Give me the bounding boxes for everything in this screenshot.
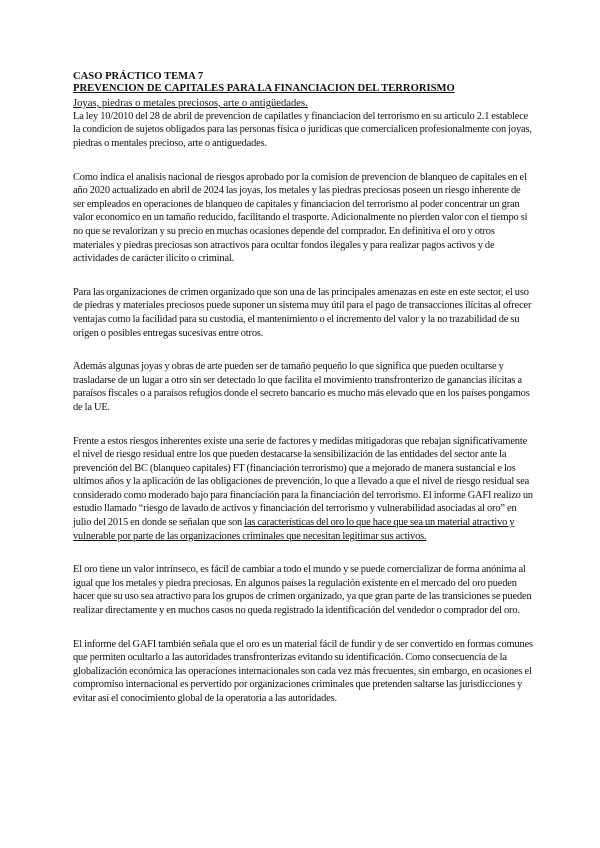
- paragraph-5-underlined-text: las características del oro lo que hace que sea un material atractivo y vulnerable por parte de las organizaciones criminales que necesitan legitimar sus activos.: [73, 517, 515, 542]
- document-subtitle: PREVENCION DE CAPITALES PARA LA FINANCIACION DEL TERRORISMO: [73, 83, 455, 95]
- paragraph-7: El informe del GAFI también señala que el oro es un material fácil de fundir y de ser convertido en formas comunes que permiten ocultarlo a las autoridades transfronterizas evitando su identificación. Como consecuencia de la globalización económica las operaciones internacionales son cada vez más frecuentes, sin embargo, en ocasiones el compromiso internacional es pervertido por organizaciones criminales que pretenden saltarse las jurisdicciones y evitar así el conocimiento global de la operatoria a las autoridades.: [73, 638, 533, 704]
- paragraph-1: La ley 10/2010 del 28 de abril de prevencion de capilatles y financiacion del terrorismo en su articulo 2.1 establece la condicion de sujetos obligados para las personas física o jurídicas que comercialicen profesionalmente con joyas, piedras o mentales precioso, arte o antiguedades.: [73, 110, 532, 149]
- paragraph-5: [73, 435, 533, 544]
- section-heading: Joyas, piedras o metales preciosos, arte o antigüedades.: [73, 97, 308, 109]
- paragraph-3: Para las organizaciones de crimen organizado que son una de las principales amenazas en este en este sector, el uso de piedras y materiales preciosos puede suponer un sistema muy útil para el pago de transacciones ilícitas al ofrecer ventajas como la facilidad para su custodia, el mantenimiento o el incremento del valor y la no trazabilidad de su origen o posibles entregas sucesivas entre otros.: [73, 286, 532, 339]
- paragraph-4: Además algunas joyas y obras de arte pueden ser de tamaño pequeño lo que significa que pueden ocultarse y trasladarse de un lugar a otro sin ser detectado lo que facilita el movimiento transfronterizo de ganancias ilícitas a paraísos fiscales o a paraísos refugios donde el secreto bancario es mucho más elevado que en los países pongamos de la UE.: [73, 361, 530, 413]
- paragraph-6: El oro tiene un valor intrínseco, es fácil de cambiar a todo el mundo y se puede comercializar de forma anónima al igual que los metales y piedra preciosas. En algunos países la regulación existente en el mercado del oro pueden hacer que su uso sea atractivo para los grupos de crimen organizado, ya que gran parte de las transiciones se pueden realizar directamente y en muchos casos no queda registrado la identificación del vendedor o comprador del oro.: [73, 564, 532, 617]
- paragraph-2: Como indica el analisis nacional de riesgos aprobado por la comision de prevencion de blanqueo de capitales en el año 2020 actualizado en abril de 2024 las joyas, los metales y las piedras preciosas poseen un riesgo inherente de ser empleados en operaciones de blanqueo de capitales y financiacion del terrorismo al poder concentrar un gran valor economico en un tamaño reducido, facilitando el trasporte. Adicionalmente no pierden valor con el tiempo si no que se revalorizan y su precio en muchas ocasiones depende del comprador. En definitiva el oro y otros materiales y piedras preciosas son atractivos para ocultar fondos ilegales y para realizar pagos activos y de actividades de carácter ilicito o criminal.: [73, 171, 528, 265]
- document-title: CASO PRÁCTICO TEMA 7: [73, 71, 204, 82]
- document-page: [73, 71, 533, 726]
- paragraph-5-text: Frente a estos riesgos inherentes existe una serie de factores y medidas mitigadoras que rebajan significativamente el nivel de riesgo residual entre los que pueden destacarse la sensibilización de las entidades del sector ante la prevención del BC (blanqueo capitales) FT (financiación terrorismo) que a mejorado de manera sustancial e los ultimos años y la aplicación de las obligaciones de prevención, lo que a llevado a que el nivel de riesgo residual sea considerado como moderado bajo para financiación para la financiación del terrorismo. El informe GAFI realizo un estudio llamado “riesgo de lavado de activos y financiación del terrorismo y vulnerabilidad asociadas al oro” en julio del 2015 en donde se señalan que son: [73, 435, 533, 529]
